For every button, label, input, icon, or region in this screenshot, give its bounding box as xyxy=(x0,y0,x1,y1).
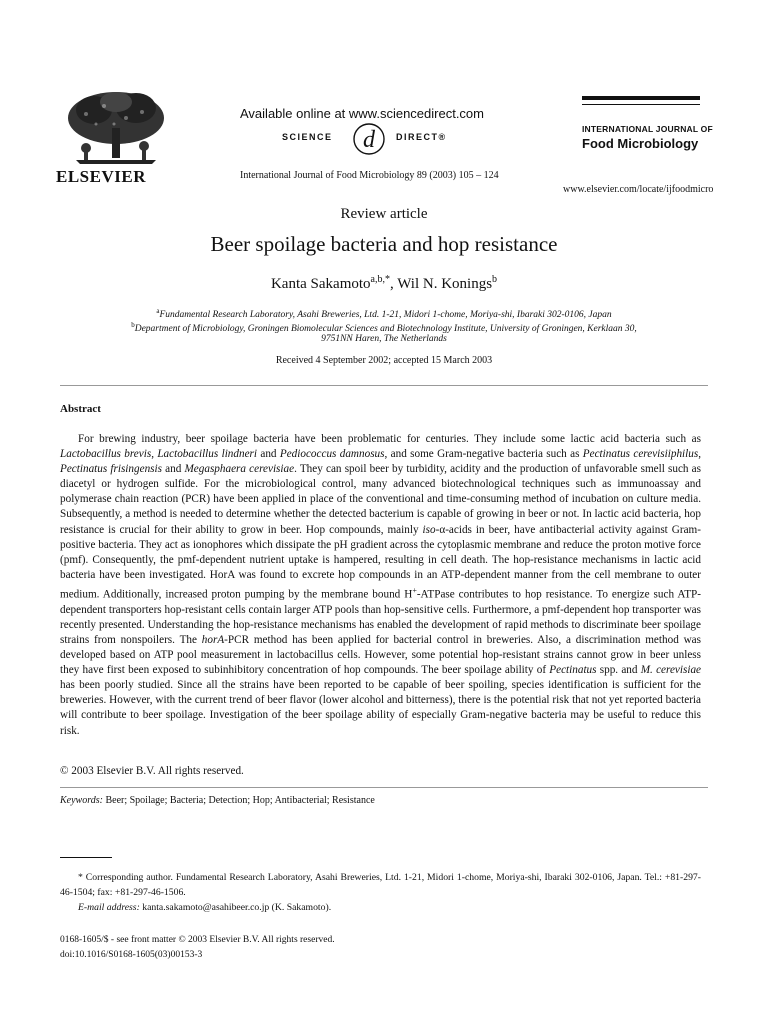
publisher-name: ELSEVIER xyxy=(56,167,146,186)
species-name: Lactobacillus lindneri xyxy=(157,448,258,461)
journal-rule-thick xyxy=(582,96,700,100)
sciencedirect-logo-right: DIRECT® xyxy=(396,132,447,142)
affiliation-marker: b xyxy=(131,321,135,329)
affiliation-b-line2: 9751NN Haren, The Netherlands xyxy=(321,334,447,344)
abstract-text: -α-acids in beer, have antibacterial activity against Gram-positive bacteria. They act as ionophores which dissipate the pH gradient across the cytoplasmic membrane and reduce the proton motive force (pmf). Consequently, the pmf-dependent nutrient uptake is hampered, resulting in cell death. The hop-resistance mechanisms in lactic acid bacteria have been investigated. HorA was found to excrete hop compounds in an ATP-dependent manner from the cell membrane to outer medium. Additionally, increased proton pumping by the membrane bound H xyxy=(60,523,701,601)
section-divider xyxy=(60,787,708,788)
species-name: Megasphaera cerevisiae xyxy=(184,463,295,476)
species-name: Pectinatus xyxy=(549,664,597,677)
abstract-copyright: © 2003 Elsevier B.V. All rights reserved. xyxy=(60,765,244,777)
abstract-text: , xyxy=(151,448,158,461)
species-name: Pediococcus damnosus xyxy=(279,448,385,461)
sciencedirect-d-glyph: d xyxy=(363,127,375,153)
email-line xyxy=(60,900,701,915)
journal-name-bottom: Food Microbiology xyxy=(582,136,699,151)
doi-line[interactable]: doi:10.1016/S0168-1605(03)00153-3 xyxy=(60,950,203,960)
keywords-label: Keywords: xyxy=(60,795,103,806)
author-affiliation-marker: b xyxy=(492,274,498,285)
abstract-text: , and some Gram-negative bacteria such as xyxy=(384,448,583,461)
issn-line: 0168-1605/$ - see front matter © 2003 Elsevier B.V. All rights reserved. xyxy=(60,935,335,945)
affiliation-text: Department of Microbiology, Groningen Biomolecular Sciences and Biotechnology Institute, University of Groningen, Kerklaan 30, xyxy=(134,324,637,335)
front-matter xyxy=(60,933,335,963)
email-label: E-mail address: xyxy=(78,902,140,913)
abstract-body xyxy=(60,432,701,739)
superscript-plus: + xyxy=(412,585,417,595)
species-name: Pectinatus cerevisiiphilus xyxy=(582,448,699,461)
species-name: Lactobacillus brevis xyxy=(60,448,152,461)
email-address[interactable]: kanta.sakamoto@asahibeer.co.jp (K. Sakamoto). xyxy=(139,902,332,913)
article-type: Review article xyxy=(340,206,428,222)
footnote-rule xyxy=(60,857,112,858)
abstract-text: , xyxy=(698,448,701,461)
abstract-text: -PCR method has been applied for bacterial control in breweries. Also, a discrimination method was developed based on ATP pool measurement in lactobacillus cells. However, some potential hop-resistant strains cannot grow in beer unless they have first been exposed to subinhibitory concentration of hop compounds. The beer spoilage ability of xyxy=(60,633,701,677)
keywords-list: Beer; Spoilage; Bacteria; Detection; Hop; Antibacterial; Resistance xyxy=(102,795,375,806)
affiliation-marker: a xyxy=(156,307,160,315)
gene-name: horA xyxy=(201,633,225,646)
abstract-paragraph xyxy=(60,432,701,739)
italic-term: iso xyxy=(422,523,436,536)
article-title: Beer spoilage bacteria and hop resistance xyxy=(210,232,558,256)
footnotes xyxy=(60,870,701,915)
species-name: M. cerevisiae xyxy=(640,664,701,677)
abstract-text: . They can spoil beer by turbidity, acidity and the production of unfavorable smell such as diacetyl or hydrogen sulfide. For the microbiological control, many advanced biotechnological techniques such as immunoassay and polymerase chain reaction (PCR) have been applied in place of the conventional and time-consuming method of incubation on culture media. Subsequently, a method is needed to determine whether the detected bacterium is capable of growing in beer or not. In lactic acid bacteria, hop resistance is crucial for their ability to grow in beer. Hop compounds, mainly xyxy=(60,463,701,536)
abstract-text: -ATPase contributes to hop resistance. To energize such ATP-dependent transporters hop-resistant cells contain larger ATP pools than hop-sensitive cells. Furthermore, a pmf-dependent hop transporter was recently presented. Understanding the hop-resistance mechanisms has enabled the development of rapid methods to discriminate beer spoilage strains from nonspoilers. The xyxy=(60,588,702,646)
abstract-heading: Abstract xyxy=(60,403,101,415)
journal-citation: International Journal of Food Microbiology 89 (2003) 105 – 124 xyxy=(240,170,499,181)
abstract-text: and xyxy=(257,448,280,461)
author-name[interactable]: Kanta Sakamoto xyxy=(270,276,371,292)
journal-url[interactable]: www.elsevier.com/locate/ijfoodmicro xyxy=(563,184,714,195)
author-list xyxy=(0,274,768,293)
journal-rule-thin xyxy=(582,104,700,105)
abstract-text: and xyxy=(161,463,185,476)
sciencedirect-logo-mark xyxy=(352,122,386,156)
author-separator: , xyxy=(389,276,398,292)
abstract-text: spp. and xyxy=(596,664,641,677)
species-name: Pectinatus frisingensis xyxy=(60,463,162,476)
author-affiliation-marker: a,b,* xyxy=(370,274,390,285)
abstract-text: For brewing industry, beer spoilage bacteria have been problematic for centuries. They include some lactic acid bacteria such as xyxy=(78,433,701,445)
affiliation-text: Fundamental Research Laboratory, Asahi Breweries, Ltd. 1-21, Midori 1-chome, Moriya-shi, Ibaraki 302-0106, Japan xyxy=(159,310,612,321)
abstract-text: has been poorly studied. Since all the strains have been reported to be capable of beer spoiling, species identification is sufficient for the breweries. However, with the current trend of beer flavor (lower alcohol and bitterness), there is the potential risk that not yet reported bacteria will contribute to beer spoilage. Investigation of the beer spoilage ability of especially Gram-negative bacteria may be useful to reduce this risk. xyxy=(60,679,701,737)
journal-name-top: INTERNATIONAL JOURNAL OF xyxy=(582,124,713,134)
keywords-line xyxy=(60,795,375,806)
available-online[interactable]: Available online at www.sciencedirect.com xyxy=(240,106,484,121)
author-name[interactable]: Wil N. Konings xyxy=(397,276,493,292)
corresponding-author-note: * Corresponding author. Fundamental Research Laboratory, Asahi Breweries, Ltd. 1-21, Midori 1-chome, Moriya-shi, Ibaraki 302-0106, Japan. Tel.: +81-297-46-1504; fax: +81-297-46-1506. xyxy=(60,872,701,898)
received-dates: Received 4 September 2002; accepted 15 March 2003 xyxy=(275,355,493,366)
sciencedirect-logo-left: SCIENCE xyxy=(282,132,333,142)
section-divider xyxy=(60,385,708,386)
